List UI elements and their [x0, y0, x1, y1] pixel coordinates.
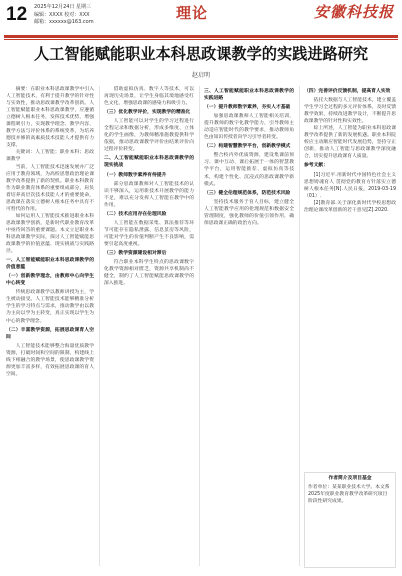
section-heading: 一、人工智能赋能职业本科思政课教学的价值意蕴: [6, 258, 94, 271]
article-column-1: [6, 86, 94, 558]
paragraph: 整合校内外优质资源，建设集课前预习、课中互动、课后拓展于一体的智慧教学平台，运用智能推荐、虚拟仿真等技术，构建个性化、沉浸式的思政课教学新模式。: [204, 153, 294, 187]
paragraph: [1]习近平.用新时代中国特色社会主义思想铸魂育人 贯彻党的教育方针落实立德树人根本任务[N].人民日报，2019-03-19（01）.: [304, 172, 396, 199]
section-heading: （三）教学资源建设相对滞后: [104, 250, 167, 256]
section-heading: （二）构建智慧教学平台，创新教学模式: [204, 144, 291, 150]
header-rule-thick: [4, 35, 398, 38]
section-heading: 参考文献：: [304, 163, 328, 169]
author-bio-box: [304, 472, 396, 568]
section-heading: 三、人工智能赋能职业本科思政课教学的实践进路: [204, 89, 294, 102]
issue-meta: [34, 4, 94, 27]
paragraph: 摘要：在职业本科思政课教学中引入人工智能技术，有利于提升教学的针对性与实效性，推动思政课教学改革创新。人工智能赋能职业本科思政课教学，应遵循立德树人根本任务，发挥技术优势，增强课程吸引力，实现教学理念、教学内容、教学方法与评价体系的系统变革，为培养德技并修的高素质技术技能人才提供有力支撑。: [6, 87, 94, 149]
column-divider: [199, 86, 200, 566]
section-heading: （三）优化教学评价，实现教学的精准化: [104, 110, 191, 116]
section-heading: （四）完善评价反馈机制，提高育人实效: [304, 89, 391, 94]
bio-title: 作者简介及项目基金: [328, 476, 372, 481]
paragraph: 符合职业本科学生特点的思政课数字化教学资源相对匮乏，资源共享机制尚不健全，制约了人工智能赋能思政课教学的深入推进。: [104, 260, 194, 287]
column-4-body: [304, 86, 396, 464]
email-line: 邮箱：xxxxxx@163.com: [34, 19, 94, 26]
section-heading: （三）健全伦理规范体系，防范技术风险: [204, 190, 291, 196]
section-heading: （一）提升教师数字素养，夯实人才基础: [204, 105, 291, 111]
section-heading: （一）创新教学理念，由教师中心向学生中心转变: [6, 274, 94, 287]
column-divider: [99, 86, 100, 566]
paragraph: 依托大数据与人工智能技术，建立覆盖学生学习全过程的多元评价体系，及时反馈教学效果，持续改进教学设计，不断提升思政课教学的针对性和实效性。: [304, 98, 396, 125]
paragraph: 关键词：人工智能；职业本科；思政课教学: [6, 150, 94, 163]
paragraph: 坚持技术服务于育人目标，建立健全人工智能教学应用的伦理规范和数据安全管理制度，强化教师的价值引领作用，确保思政课正确的政治方向。: [204, 199, 294, 226]
article-title: 人工智能赋能职业本科思政课教学的实践进路研究: [33, 45, 369, 63]
article-column-3: [204, 86, 294, 558]
paragraph: [2]教育部.关于深化新时代学校思想政治理论课改革创新的若干意见[Z].2020.: [304, 200, 396, 213]
article-column-2: [104, 86, 194, 558]
paragraph: 人工智能在数据采集、算法推荐等环节可能存在隐私泄露、信息茧房等风险，可能对学生的价值判断产生不良影响，需要引起高度重视。: [104, 220, 194, 247]
paragraph: 传统思政课教学以教师讲授为主，学生被动接受。人工智能技术能够精准分析学生的学习特点与需求，推动教学由以教为主向以学为主转变，真正实现以学生为中心的教学理念。: [6, 290, 94, 324]
newspaper-masthead: 安徽科技报: [313, 3, 394, 21]
paragraph: 综上所述，人工智能为职业本科思政课教学改革提供了新的发展机遇。职业本科院校应主动顺应智能时代发展趋势，坚持守正创新，推动人工智能与思政课教学深度融合，切实提升思政课育人质量。: [304, 126, 396, 160]
article-author: 赵启明: [191, 72, 210, 79]
paragraph: 人工智能技术能够整合海量优质教学资源，打破时间和空间的限制，构建线上线下相融合的教学场景，使思政课教学资源更加丰富多样，有效拓展思政课的育人空间。: [6, 343, 94, 377]
section-heading: 二、人工智能赋能职业本科思政课教学的现实挑战: [104, 156, 194, 169]
section-heading: （一）教师数字素养有待提升: [104, 172, 167, 178]
editor-line: 编辑：XXXX 校对：XXX: [34, 11, 90, 18]
paragraph: 如何运用人工智能技术推进职业本科思政课教学创新，是新时代职业教育改革中亟待回答的重要课题。本文立足职业本科思政课教学实际，探讨人工智能赋能思政课教学的价值意蕴、现实挑战与实践路径。: [6, 213, 94, 255]
page-number: 12: [6, 4, 28, 25]
date-line: 2025年12月24日 星期三: [34, 4, 92, 10]
section-heading: （二）丰富教学资源，拓展思政课育人空间: [6, 327, 94, 340]
paragraph: 借助虚拟仿真、数字人等技术，可以再现历史场景，让学生身临其境地感受红色文化，增强思政课的感染力和吸引力。: [104, 87, 194, 107]
section-title: 理论: [176, 4, 209, 22]
paragraph: 部分思政课教师对人工智能技术的认识不够深入，运用新技术开展教学的能力不足，难以充分发挥人工智能在教学中的作用。: [104, 181, 194, 208]
header-rule-thin: [4, 39, 398, 40]
paragraph: 当前，人工智能技术迅速发展并广泛应用于教育领域，为高校思想政治理论课教学改革提供了新的契机。职业本科教育作为职业教育体系的重要组成部分，肩负着培养高层次技术技能人才的重要使命，思政课在落实立德树人根本任务中具有不可替代的作用。: [6, 164, 94, 212]
page-header: [0, 0, 402, 34]
section-heading: （二）技术应用存在伦理风险: [104, 211, 167, 217]
paragraph: 人工智能可以对学生的学习过程进行全程记录和数据分析，形成多维度、立体化的学生画像，为教师精准施教提供科学依据，推动思政课教学评价由结果评价向过程评价转变。: [104, 119, 194, 153]
column-divider: [299, 86, 300, 566]
bio-text: 作者单位：某某职业技术大学。本文系2025年度职业教育教学改革研究项目阶段性研究成果。: [308, 485, 390, 504]
paragraph: 加强思政课教师人工智能相关培训，提升教师的数字化教学能力，引导教师主动适应智能时代的教学要求，推动教师角色由知识传授者向学习引导者转变。: [204, 114, 294, 141]
